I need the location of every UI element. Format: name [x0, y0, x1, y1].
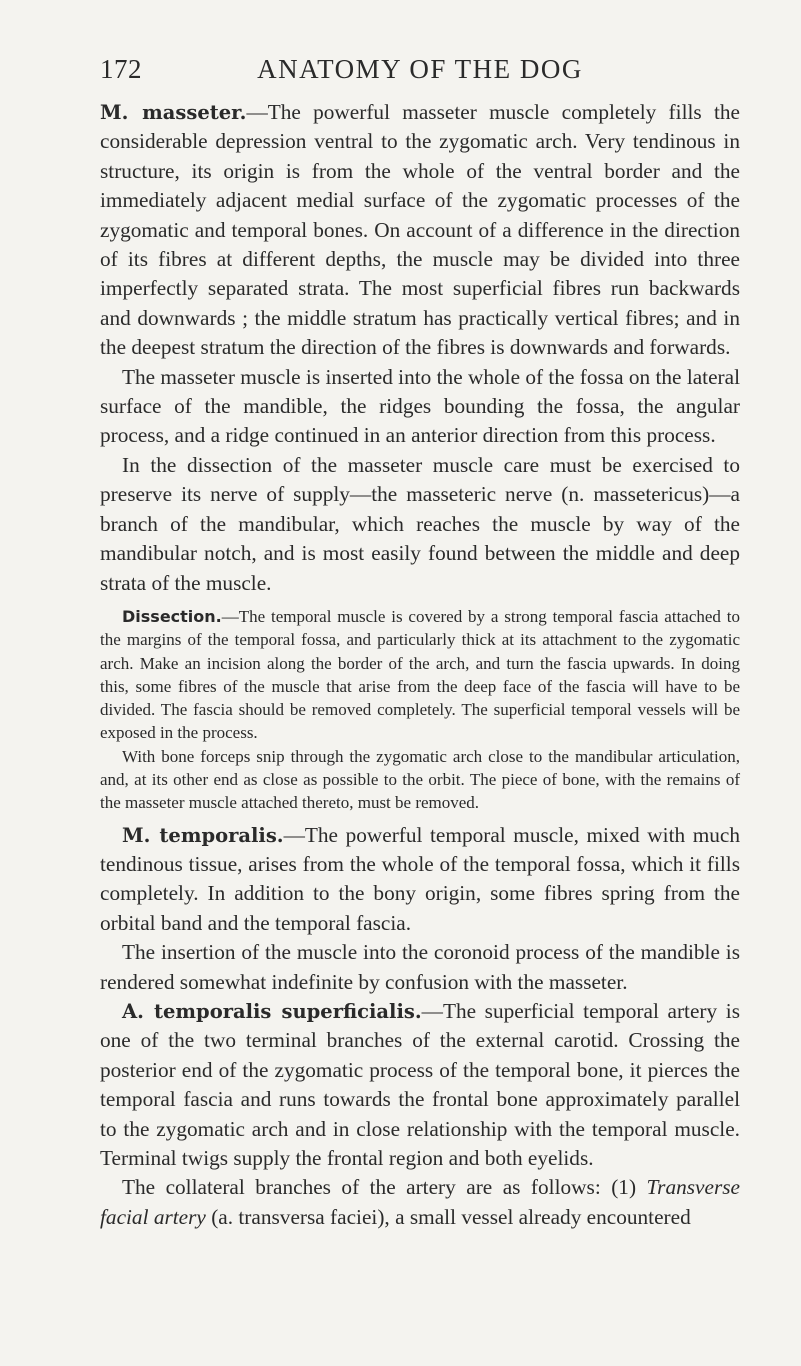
- term-temporal-artery: A. temporalis superficialis.: [122, 1000, 422, 1024]
- paragraph-masseter: [100, 98, 740, 363]
- term-masseter: M. masseter.: [100, 101, 247, 124]
- paragraph-collateral-branches: [100, 1173, 740, 1232]
- paragraph-bone-forceps: With bone forceps snip through the zygomatic arch close to the mandibular articulation, and, at its other end as close as possible to the orbit. The piece of bone, with the remains of the masseter muscle attached thereto, must be removed.: [100, 746, 740, 813]
- term-temporalis: M. temporalis.: [122, 823, 284, 847]
- paragraph-text: The collateral branches of the artery are as follows: (1): [122, 1175, 647, 1200]
- italic-term: Transverse facial artery: [100, 1175, 740, 1229]
- term-dissection: Dissection.: [122, 606, 222, 626]
- page-number: 172: [100, 54, 142, 84]
- paragraph-temporalis-insertion: The insertion of the muscle into the coronoid process of the mandible is rendered somewhat indefinite by confusion with the masseter.: [100, 940, 740, 994]
- page-body: [100, 98, 740, 1232]
- paragraph-text: (a. transversa faciei), a small vessel already encountered: [205, 1204, 691, 1229]
- paragraph-text: —The superficial temporal artery is one of the two terminal branches of the external carotid. Crossing the posterior end of the zygomatic process of the temporal bone, it pierces the temporal fascia and runs towards the frontal bone approximately parallel to the zygomatic arch and in close relationship with the temporal muscle. Terminal twigs supply the frontal region and both eyelids.: [100, 999, 740, 1171]
- paragraph-temporal-artery: [100, 997, 740, 1173]
- paragraph-dissection: [100, 605, 740, 745]
- paragraph-text: —The powerful temporal muscle, mixed with much tendinous tissue, arises from the whole of the temporal fossa, which it fills completely. In addition to the bony origin, some fibres spring from the orbital band and the temporal fascia.: [100, 822, 741, 935]
- paragraph-text: —The temporal muscle is covered by a strong temporal fascia attached to the margins of the temporal fossa, and particularly thick at its attachment to the zygomatic arch. Make an incision along the border of the arch, and turn the fascia upwards. In doing this, some fibres of the muscle that arise from the deep face of the fascia will have to be divided. The fascia should be removed completely. The superficial temporal vessels will be exposed in the process.: [100, 606, 740, 743]
- paragraph-text: —The powerful masseter muscle completely fills the considerable depression ventral to the zygomatic arch. Very tendinous in structure, its origin is from the whole of the ventral border and the immediately adjacent medial surface of the zygomatic processes of the zygomatic and temporal bones. On account of a difference in the direction of its fibres at different depths, the muscle may be divided into three imperfectly separated strata. The most superficial fibres run backwards and downwards ; the middle stratum has practically vertical fibres; and in the deepest stratum the direction of the fibres is downwards and forwards.: [100, 100, 740, 360]
- paragraph-masseter-insertion: The masseter muscle is inserted into the whole of the fossa on the lateral surface of the mandible, the ridges bounding the fossa, the angular process, and a ridge continued in an anterior direction from this process.: [100, 364, 741, 448]
- paragraph-masseter-nerve: In the dissection of the masseter muscle care must be exercised to preserve its nerve of supply—the masseteric nerve (n. massetericus)—a branch of the mandibular, which reaches the muscle by way of the mandibular notch, and is most easily found between the middle and deep strata of the muscle.: [100, 452, 740, 595]
- running-title: ANATOMY OF THE DOG: [257, 54, 583, 84]
- page-header: [100, 54, 740, 88]
- paragraph-temporalis: [100, 821, 740, 939]
